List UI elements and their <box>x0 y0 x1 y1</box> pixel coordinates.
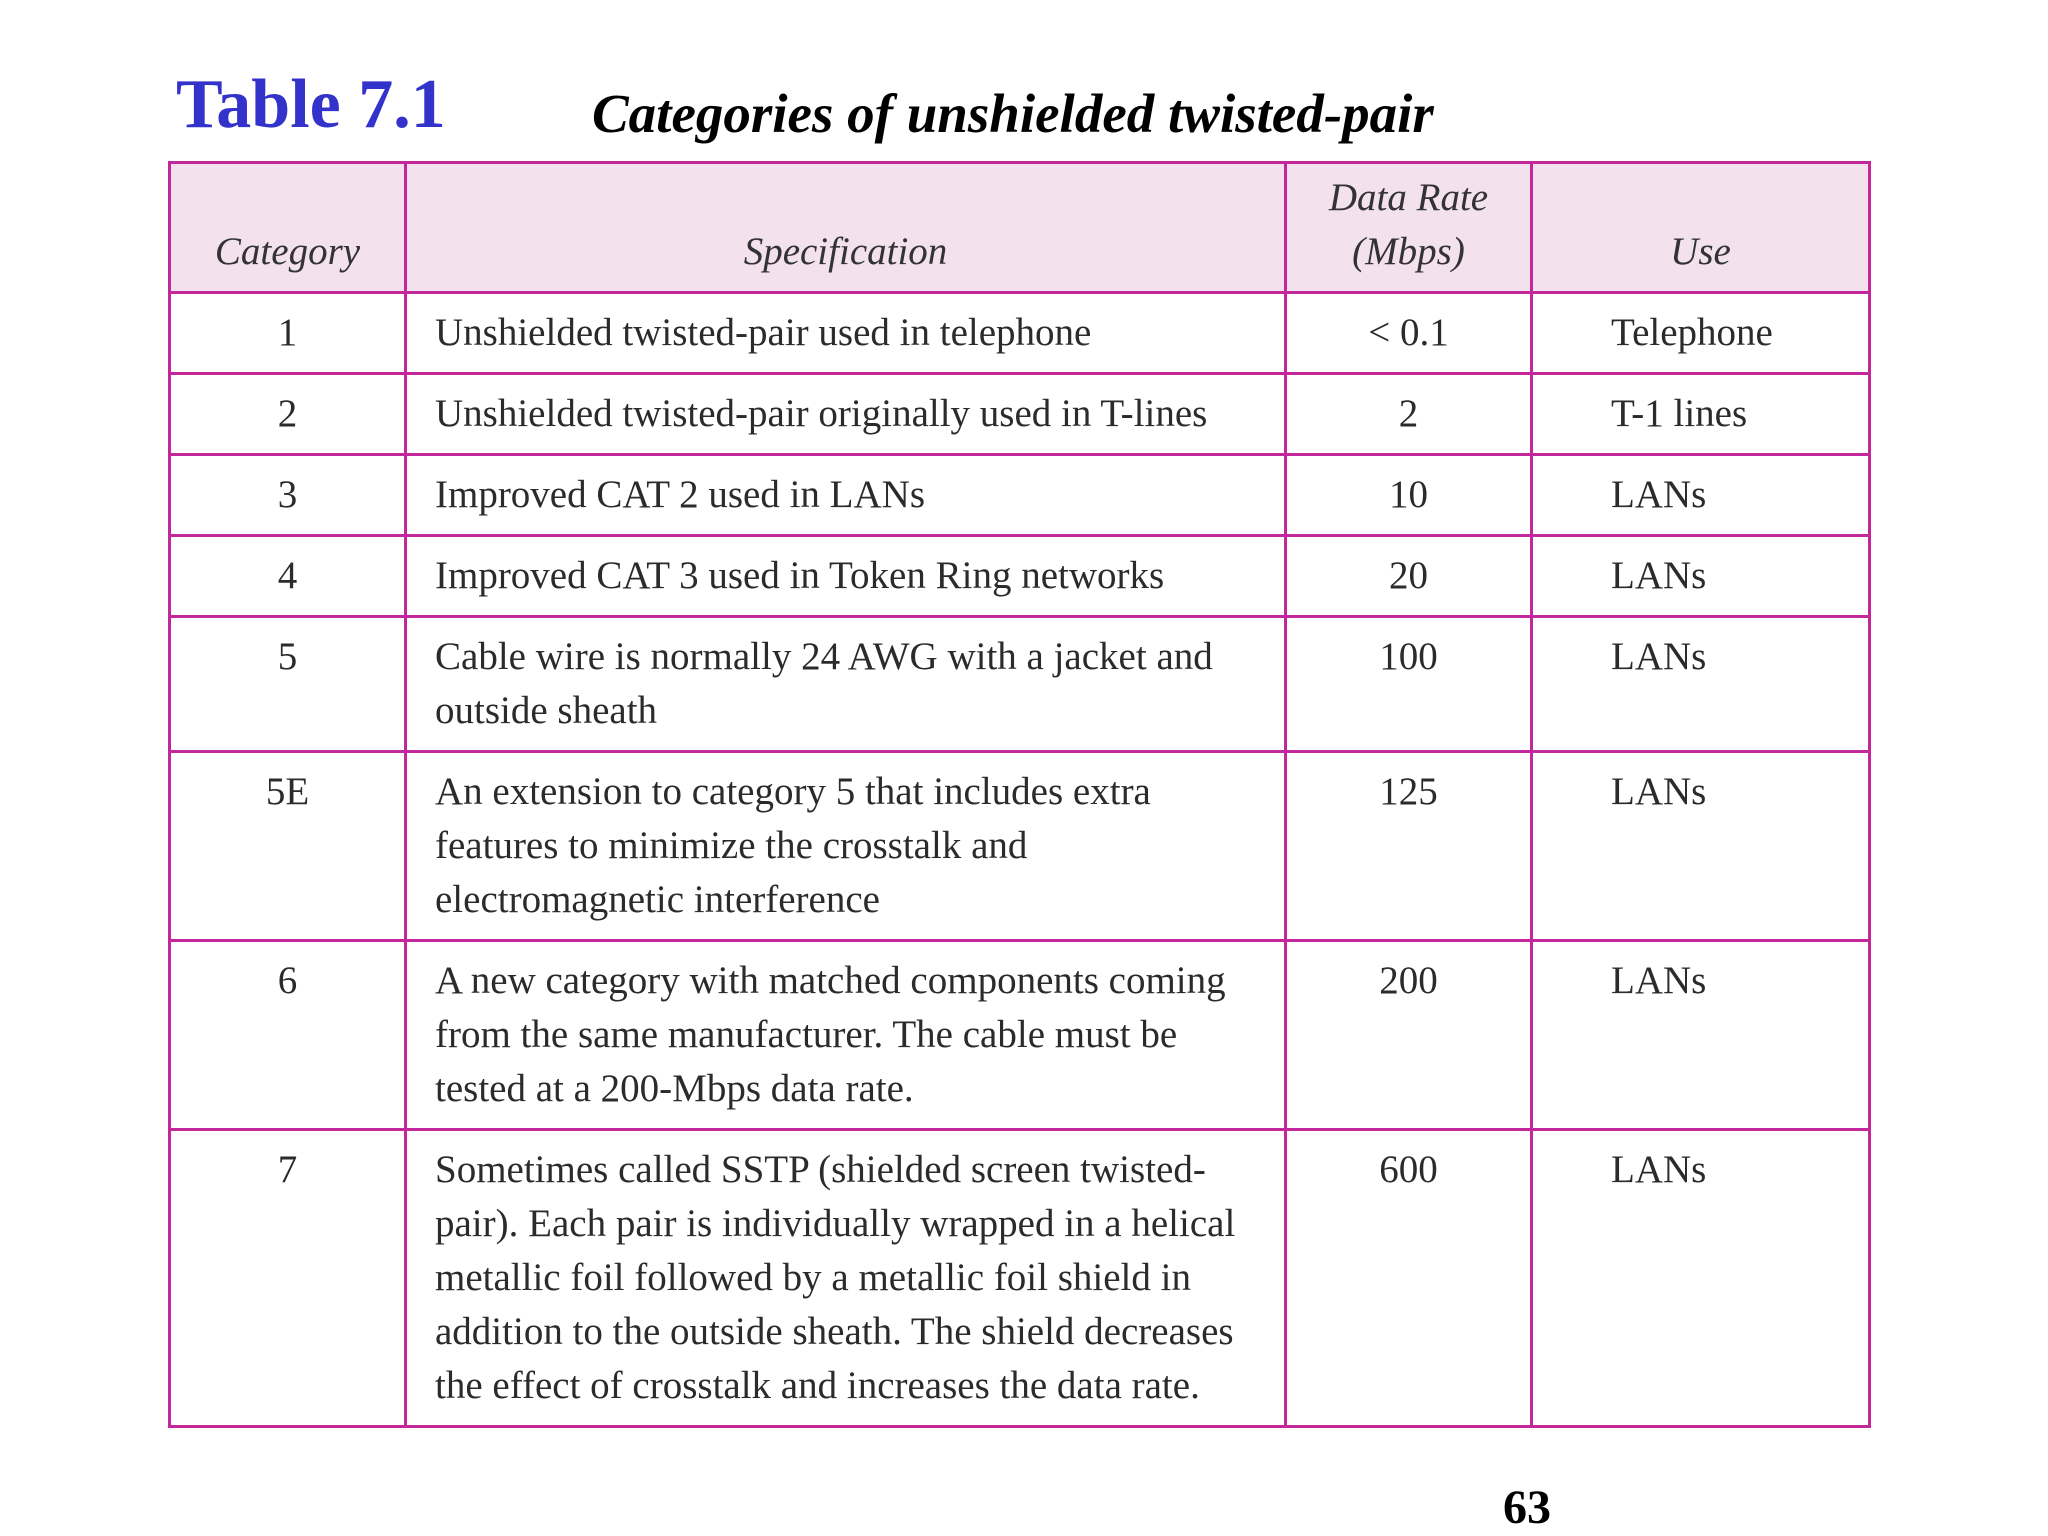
slide-heading <box>0 62 2048 162</box>
table-row <box>170 455 1870 536</box>
header-data-rate-line2: (Mbps) <box>1352 230 1465 273</box>
category-cell: 1 <box>170 293 406 374</box>
data-rate-cell: 10 <box>1286 455 1532 536</box>
header-data-rate-line1: Data Rate <box>1328 176 1489 219</box>
category-cell: 7 <box>170 1130 406 1427</box>
table-number: Table 7.1 <box>176 66 446 143</box>
data-rate-cell: 600 <box>1286 1130 1532 1427</box>
category-cell: 3 <box>170 455 406 536</box>
table-row <box>170 617 1870 752</box>
header-specification: Specification <box>406 163 1286 293</box>
data-rate-cell: 2 <box>1286 374 1532 455</box>
utp-categories-table <box>168 161 1871 1428</box>
use-cell: LANs <box>1532 455 1870 536</box>
header-category: Category <box>170 163 406 293</box>
specification-cell: Unshielded twisted-pair originally used in T-lines <box>406 374 1286 455</box>
table-row <box>170 752 1870 941</box>
table-row <box>170 941 1870 1130</box>
specification-cell: Improved CAT 2 used in LANs <box>406 455 1286 536</box>
use-cell: LANs <box>1532 1130 1870 1427</box>
specification-cell: Cable wire is normally 24 AWG with a jacket and outside sheath <box>406 617 1286 752</box>
table-header-row <box>170 163 1870 293</box>
use-cell: Telephone <box>1532 293 1870 374</box>
use-cell: LANs <box>1532 536 1870 617</box>
table-row <box>170 374 1870 455</box>
use-cell: LANs <box>1532 617 1870 752</box>
page-number: 63 <box>1503 1481 1551 1534</box>
data-rate-cell: 100 <box>1286 617 1532 752</box>
header-use: Use <box>1532 163 1870 293</box>
table-body <box>170 293 1870 1427</box>
table-caption: Categories of unshielded twisted-pair <box>592 83 1434 144</box>
category-cell: 4 <box>170 536 406 617</box>
category-cell: 6 <box>170 941 406 1130</box>
specification-cell: An extension to category 5 that includes extra features to minimize the crosstalk and electromagnetic interference <box>406 752 1286 941</box>
specification-cell: A new category with matched components coming from the same manufacturer. The cable must be tested at a 200-Mbps data rate. <box>406 941 1286 1130</box>
data-rate-cell: 20 <box>1286 536 1532 617</box>
specification-cell: Unshielded twisted-pair used in telephone <box>406 293 1286 374</box>
use-cell: LANs <box>1532 941 1870 1130</box>
category-cell: 5 <box>170 617 406 752</box>
specification-cell: Sometimes called SSTP (shielded screen twisted-pair). Each pair is individually wrapped in a helical metallic foil followed by a metallic foil shield in addition to the outside sheath. The shield decreases the effect of crosstalk and increases the data rate. <box>406 1130 1286 1427</box>
category-cell: 5E <box>170 752 406 941</box>
use-cell: LANs <box>1532 752 1870 941</box>
header-data-rate <box>1286 163 1532 293</box>
data-rate-cell: 200 <box>1286 941 1532 1130</box>
table-row <box>170 1130 1870 1427</box>
specification-cell: Improved CAT 3 used in Token Ring networks <box>406 536 1286 617</box>
category-cell: 2 <box>170 374 406 455</box>
table-row <box>170 293 1870 374</box>
table-row <box>170 536 1870 617</box>
use-cell: T-1 lines <box>1532 374 1870 455</box>
data-rate-cell: < 0.1 <box>1286 293 1532 374</box>
data-rate-cell: 125 <box>1286 752 1532 941</box>
